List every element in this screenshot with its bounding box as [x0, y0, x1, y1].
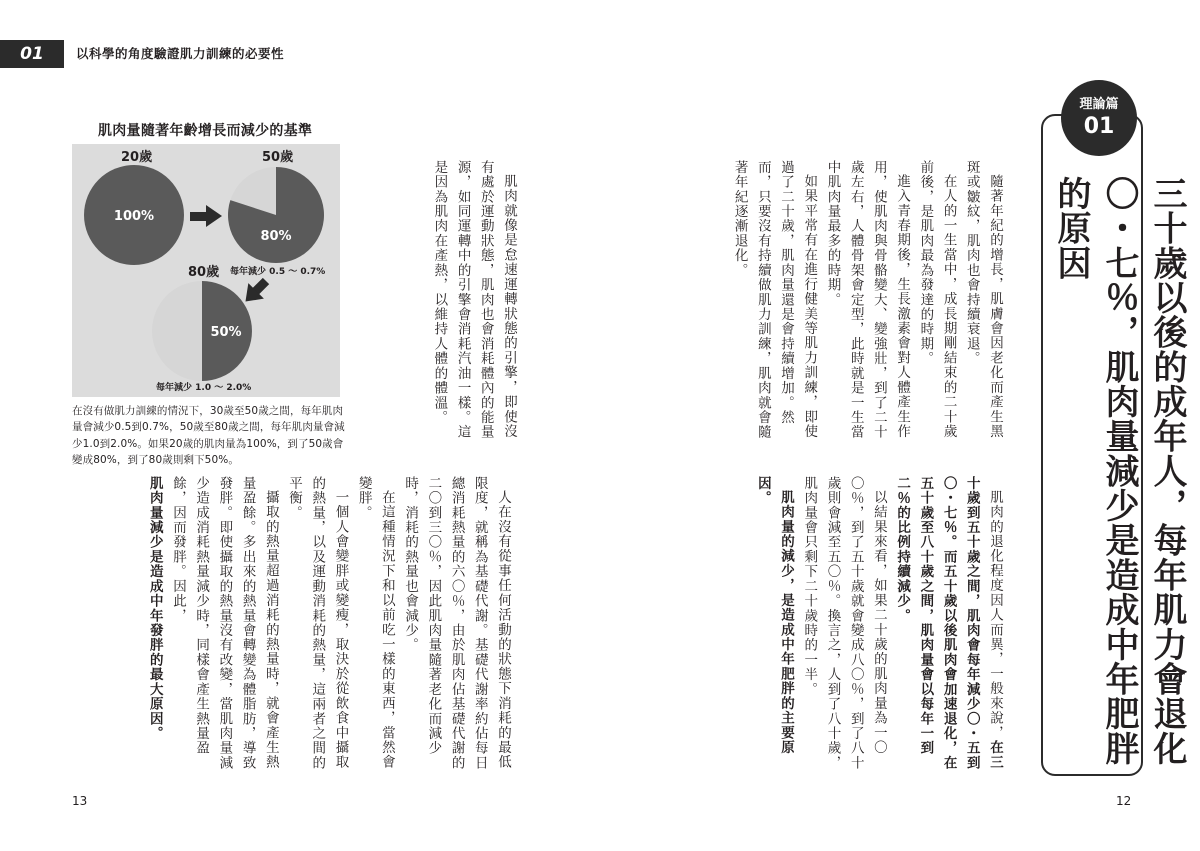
heading-line-1: 三十歲以後的成年人，每年肌力會退化 — [1147, 176, 1187, 766]
paragraph: 肌肉就像是怠速運轉狀態的引擎，即使沒有處於運動狀態，肌肉也會消耗體內的能量源，如同運轉中的引擎會消耗汽油一樣。這是因為肌肉在產熱，以維持人體的體溫。 — [431, 160, 517, 440]
paragraph: 隨著年紀的增長，肌膚會因老化而產生黑斑或皺紋，肌肉也會持續衰退。 — [963, 160, 1003, 439]
text-run-bold: 在三十歲到五十歲之間，肌肉會每年減少〇・五到〇・七％。而五十歲以後肌肉會加速退化，在五十歲至八十歲之間，肌肉量會以每年一到二％的比例持續減少。 — [894, 476, 1003, 771]
figure-title: 肌肉量隨著年齡增長而減少的基準 — [98, 123, 313, 139]
title-frame — [1041, 114, 1187, 776]
chapter-number-badge: 01 — [0, 40, 64, 68]
paragraph: 以結果來看，如果二十歲的肌肉量為一〇〇％，到了五十歲就會變成八〇％，到了八十歲則會減至五〇％。換言之，人到了八十歲，肌肉量會只剩下二十歲時的一半。 — [801, 476, 887, 771]
age-80-value: 50% — [210, 325, 242, 340]
arrow-right-icon — [190, 205, 222, 227]
paragraph: 攝取的熱量超過消耗的熱量時，就會產生熱量盈餘。多出來的熱量會轉變為體脂肪，導致發胖。即使攝取的熱量沒有改變，當肌肉量減少造成消耗熱量減少時，同樣會產生熱量盈餘，因而發胖。因此， — [169, 476, 279, 771]
section-tab-label: 理論篇 — [1079, 97, 1119, 112]
page-number-right: 12 — [1116, 794, 1132, 808]
paragraph — [890, 476, 1006, 776]
section-tab — [1061, 80, 1137, 156]
rate-label-50-80: 每年減少 1.0 ～ 2.0% — [156, 383, 252, 393]
chapter-title: 以科學的角度驗證肌力訓練的必要性 — [76, 46, 285, 61]
rate-label-30-50: 每年減少 0.5 ～ 0.7% — [230, 267, 326, 277]
age-50-label: 50歲 — [262, 150, 294, 165]
age-50-value: 80% — [260, 229, 292, 244]
paragraph: 人在沒有從事任何活動的狀態下消耗的最低限度，就稱為基礎代謝。基礎代謝率約佔每日總消耗熱量的六〇％，由於肌肉佔基礎代謝的二〇到三〇％，因此肌肉量隨著老化而減少時，消耗的熱量也會減少。 — [402, 476, 511, 771]
key-sentence: 肌肉量減少是造成中年發胖的最大原因。 — [146, 476, 163, 741]
left-lower-text — [94, 476, 514, 776]
paragraph: 進入青春期後，生長激素會對人體產生作用，使肌肉與骨骼變大、變強壯，到了二十歲左右，人體骨架會定型，此時就是一生當中肌肉量最多的時期。 — [824, 160, 911, 440]
right-lower-text — [694, 476, 1006, 776]
paragraph: 在人的一生當中，成長期剛結束的二十歲前後，是肌肉最為發達的時期。 — [917, 160, 957, 439]
age-20-label: 20歲 — [121, 150, 153, 165]
paragraph: 一個人會變胖或變瘦，取決於從飲食中攝取的熱量，以及運動消耗的熱量，這兩者之間的平衡。 — [286, 476, 349, 771]
key-sentence: 肌肉量的減少，是造成中年肥胖的主要原因。 — [754, 476, 795, 755]
age-20-value: 100% — [113, 209, 155, 224]
page-number-left: 13 — [72, 794, 88, 808]
figure-caption: 在沒有做肌力訓練的情況下，30歲至50歲之間，每年肌肉量會減少0.5到0.7%，50歲至80歲之間，每年肌肉量會減少1.0到2.0%。如果20歲的肌肉量為100%，到了50歲會變成80%，到了80歲則剩下50%。 — [72, 405, 345, 466]
left-upper-text — [384, 160, 520, 440]
figure-panel — [72, 144, 340, 397]
paragraph: 如果平常有在進行健美等肌力訓練，即使過了二十歲，肌肉量還是會持續增加。然而，只要沒有持續做肌力訓練，肌肉就會隨著年紀逐漸退化。 — [731, 160, 818, 440]
chapter-heading — [1047, 176, 1191, 766]
paragraph: 在這種情況下和以前吃一樣的東西，當然會變胖。 — [355, 476, 395, 770]
right-upper-text — [694, 160, 1006, 442]
heading-line-2: 〇・七％，肌肉量減少是造成中年肥胖的原因 — [1051, 176, 1139, 766]
muscle-age-figure — [72, 144, 340, 397]
text-run: 肌肉的退化程度因人而異，一般來說， — [987, 489, 1003, 740]
section-tab-number: 01 — [1083, 114, 1115, 139]
age-80-label: 80歲 — [188, 265, 220, 280]
